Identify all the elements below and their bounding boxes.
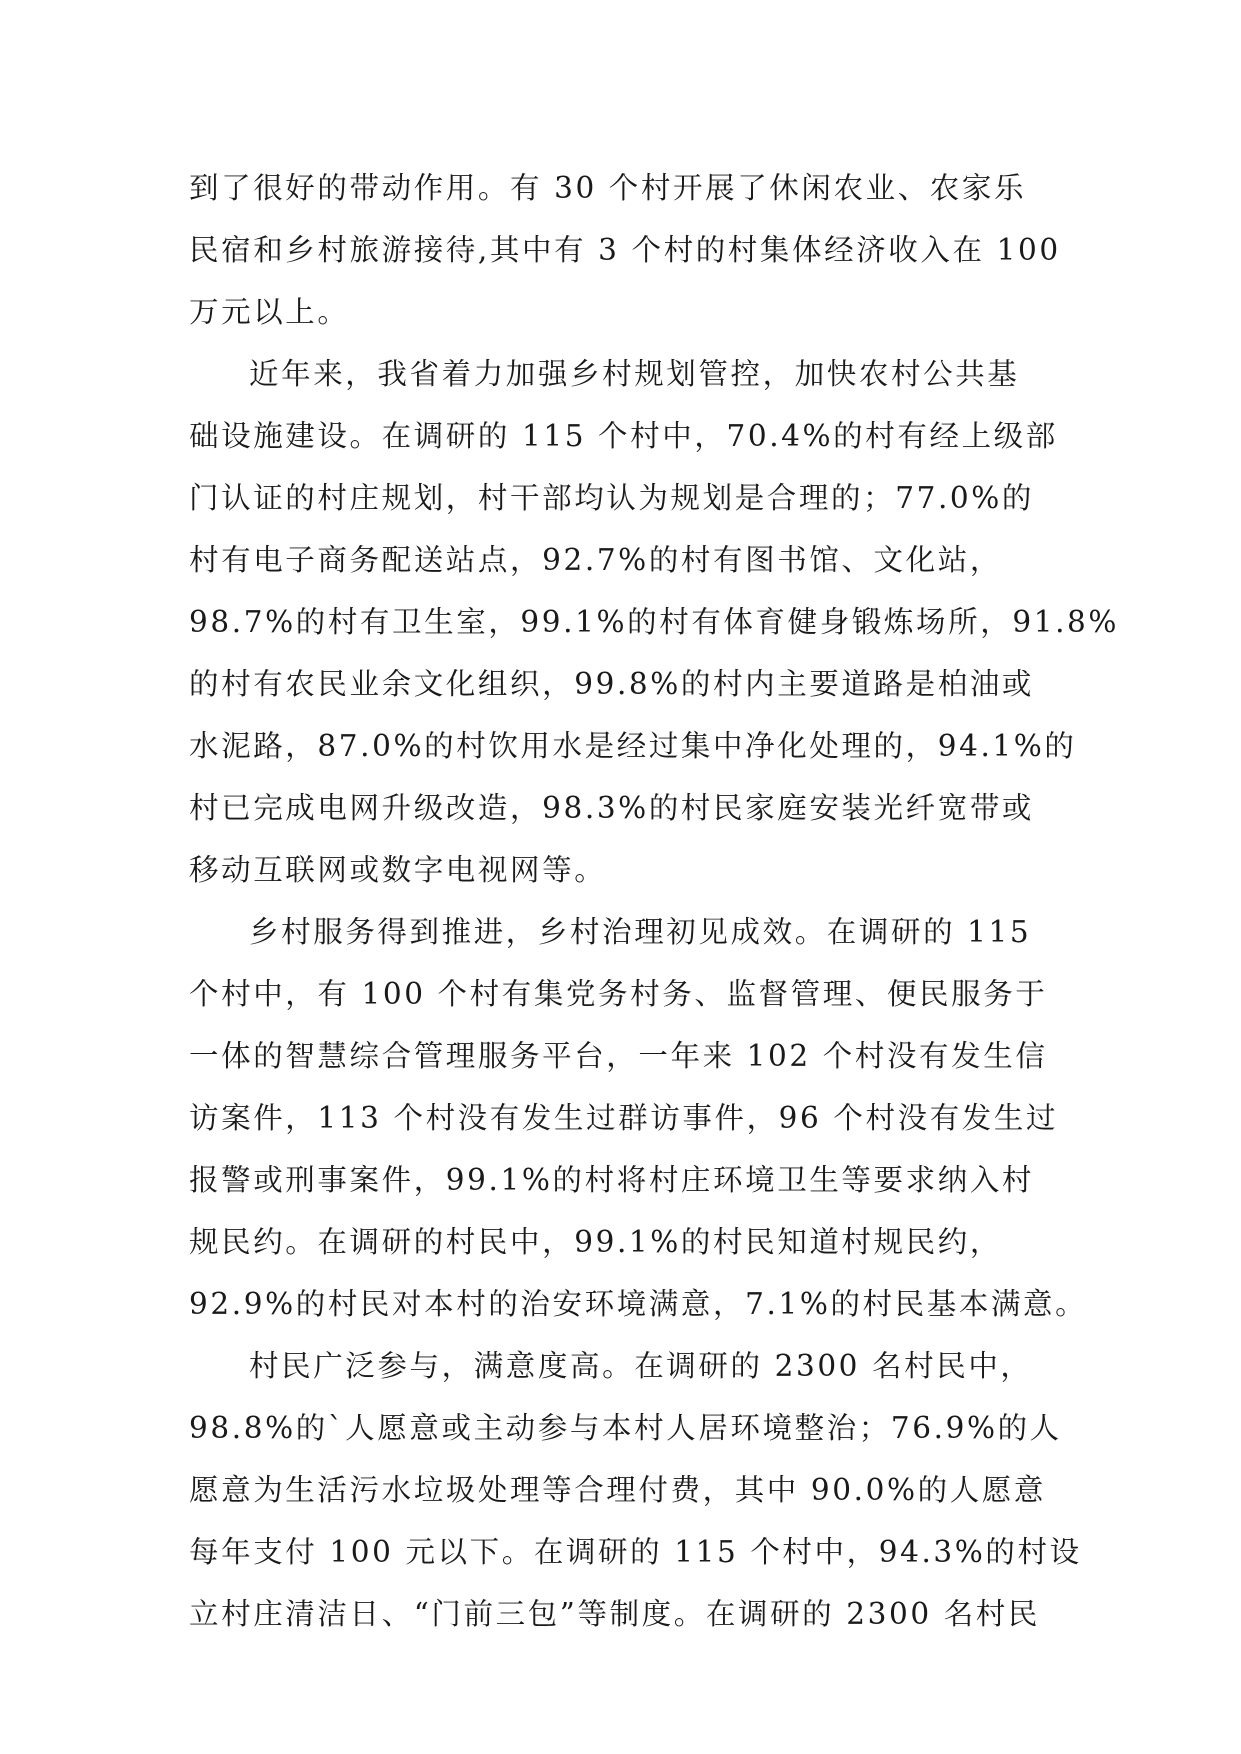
text-line: 移动互联网或数字电视网等。 [189, 853, 607, 887]
text-line: 访案件，113 个村没有发生过群访事件，96 个村没有发生过 [189, 1101, 1059, 1135]
text-line: 民宿和乡村旅游接待,其中有 3 个村的村集体经济收入在 100 [189, 233, 1061, 267]
text-line: 报警或刑事案件，99.1%的村将村庄环境卫生等要求纳入村 [189, 1163, 1035, 1197]
text-line: 村有电子商务配送站点，92.7%的村有图书馆、文化站， [189, 543, 1002, 577]
text-line: 万元以上。 [189, 295, 350, 329]
text-line: 村民广泛参与，满意度高。在调研的 2300 名村民中， [249, 1349, 1033, 1383]
paragraph [189, 901, 1088, 1335]
text-line: 立村庄清洁日、“门前三包”等制度。在调研的 2300 名村民 [189, 1597, 1040, 1631]
text-line: 近年来，我省着力加强乡村规划管控，加快农村公共基 [249, 357, 1020, 391]
text-line: 个村中，有 100 个村有集党务村务、监督管理、便民服务于 [189, 977, 1048, 1011]
text-line: 门认证的村庄规划，村干部均认为规划是合理的；77.0%的 [189, 481, 1035, 515]
text-line: 每年支付 100 元以下。在调研的 115 个村中，94.3%的村设 [189, 1535, 1082, 1569]
text-line: 水泥路，87.0%的村饮用水是经过集中净化处理的，94.1%的 [189, 729, 1077, 763]
text-line: 乡村服务得到推进，乡村治理初见成效。在调研的 115 [249, 915, 1032, 949]
paragraph [189, 1335, 1082, 1645]
text-line: 98.7%的村有卫生室，99.1%的村有体育健身锻炼场所，91.8% [189, 605, 1120, 639]
text-line: 92.9%的村民对本村的治安环境满意，7.1%的村民基本满意。 [189, 1287, 1088, 1321]
paragraph [189, 343, 1120, 901]
text-line: 到了很好的带动作用。有 30 个村开展了休闲农业、农家乐 [189, 171, 1027, 205]
text-line: 规民约。在调研的村民中，99.1%的村民知道村规民约， [189, 1225, 1002, 1259]
document-body [189, 157, 1120, 1645]
text-line: 础设施建设。在调研的 115 个村中，70.4%的村有经上级部 [189, 419, 1058, 453]
text-line: 村已完成电网升级改造，98.3%的村民家庭安装光纤宽带或 [189, 791, 1035, 825]
text-line: 98.8%的`人愿意或主动参与本村人居环境整治；76.9%的人 [189, 1411, 1062, 1445]
text-line: 愿意为生活污水垃圾处理等合理付费，其中 90.0%的人愿意 [189, 1473, 1046, 1507]
text-line: 的村有农民业余文化组织，99.8%的村内主要道路是柏油或 [189, 667, 1035, 701]
paragraph [189, 157, 1069, 343]
text-line: 一体的智慧综合管理服务平台，一年来 102 个村没有发生信 [189, 1039, 1048, 1073]
